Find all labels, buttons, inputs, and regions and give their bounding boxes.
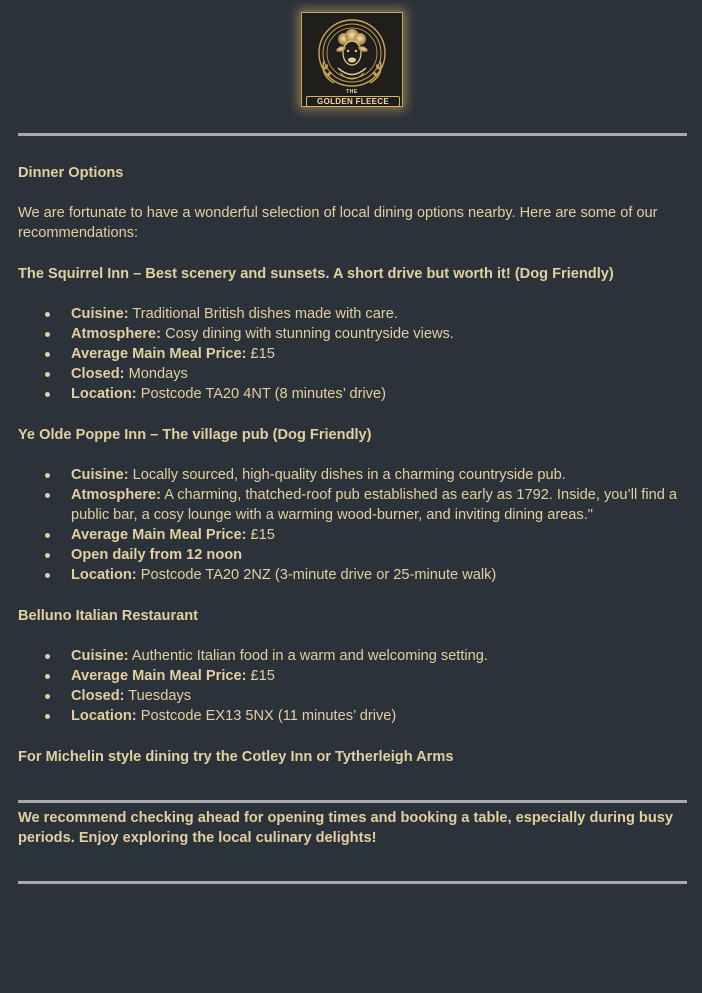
item-label: Average Main Meal Price: [71, 527, 247, 543]
item-label: Average Main Meal Price: [71, 346, 247, 362]
item-label: Average Main Meal Price: [71, 668, 247, 684]
item-text: £15 [246, 527, 275, 543]
belluno-details [18, 646, 687, 726]
squirrel-inn-heading: The Squirrel Inn – Best scenery and sunsets. A short drive but worth it! (Dog Friendly) [18, 266, 614, 282]
golden-fleece-logo [301, 12, 403, 107]
item-text: Mondays [124, 366, 188, 382]
list-item [18, 706, 687, 726]
item-label: Location: [71, 386, 137, 402]
intro-paragraph: We are fortunate to have a wonderful selection of local dining options nearby. Here are some of our recommendations: [18, 205, 658, 241]
item-text: Postcode EX13 5NX (11 minutes’ drive) [136, 708, 397, 724]
list-item [18, 485, 687, 525]
item-label: Location: [71, 567, 137, 583]
item-text: £15 [246, 668, 275, 684]
item-text: Authentic Italian food in a warm and welcoming setting. [128, 648, 488, 664]
item-text: Postcode TA20 2NZ (3-minute drive or 25-minute walk) [136, 567, 497, 583]
poppe-inn-details [18, 465, 687, 585]
list-item [18, 324, 687, 344]
item-text: £15 [246, 346, 275, 362]
list-item [18, 465, 687, 485]
list-item [18, 364, 687, 384]
divider-top [18, 133, 687, 136]
list-item [18, 344, 687, 364]
list-item [18, 666, 687, 686]
belluno-heading: Belluno Italian Restaurant [18, 608, 199, 624]
item-text: Tuesdays [124, 688, 192, 704]
list-item [18, 384, 687, 404]
item-label: Open daily from 12 noon [71, 547, 243, 563]
item-label: Location: [71, 708, 137, 724]
item-text: Locally sourced, high-quality dishes in a charming countryside pub. [128, 467, 566, 483]
list-item [18, 304, 687, 324]
item-label: Cuisine: [71, 467, 129, 483]
logo-name-text: GOLDEN FLEECE [306, 96, 400, 107]
item-text: Cosy dining with stunning countryside views. [161, 326, 454, 342]
item-label: Closed: [71, 366, 125, 382]
item-label: Closed: [71, 688, 125, 704]
list-item [18, 565, 687, 585]
michelin-note: For Michelin style dining try the Cotley Inn or Tytherleigh Arms [18, 749, 454, 765]
dinner-options-heading: Dinner Options [18, 165, 124, 181]
list-item [18, 545, 687, 565]
squirrel-inn-details [18, 304, 687, 404]
list-item [18, 686, 687, 706]
item-label: Atmosphere: [71, 326, 162, 342]
item-text: Traditional British dishes made with care. [128, 306, 398, 322]
divider-bottom [18, 881, 687, 884]
divider-middle [18, 800, 687, 803]
item-text: Postcode TA20 4NT (8 minutes’ drive) [136, 386, 386, 402]
list-item [18, 646, 687, 666]
item-label: Cuisine: [71, 648, 129, 664]
item-text: A charming, thatched-roof pub established as early as 1792. Inside, you’ll find a public bar, a cosy lounge with a warming wood-burner, and inviting dining areas." [71, 487, 677, 523]
item-label: Cuisine: [71, 306, 129, 322]
logo-the-text: THE [346, 89, 358, 95]
list-item [18, 525, 687, 545]
item-label: Atmosphere: [71, 487, 162, 503]
poppe-inn-heading: Ye Olde Poppe Inn – The village pub (Dog Friendly) [18, 427, 372, 443]
closing-paragraph: We recommend checking ahead for opening times and booking a table, especially during busy periods. Enjoy exploring the local culinary delights! [18, 810, 673, 846]
